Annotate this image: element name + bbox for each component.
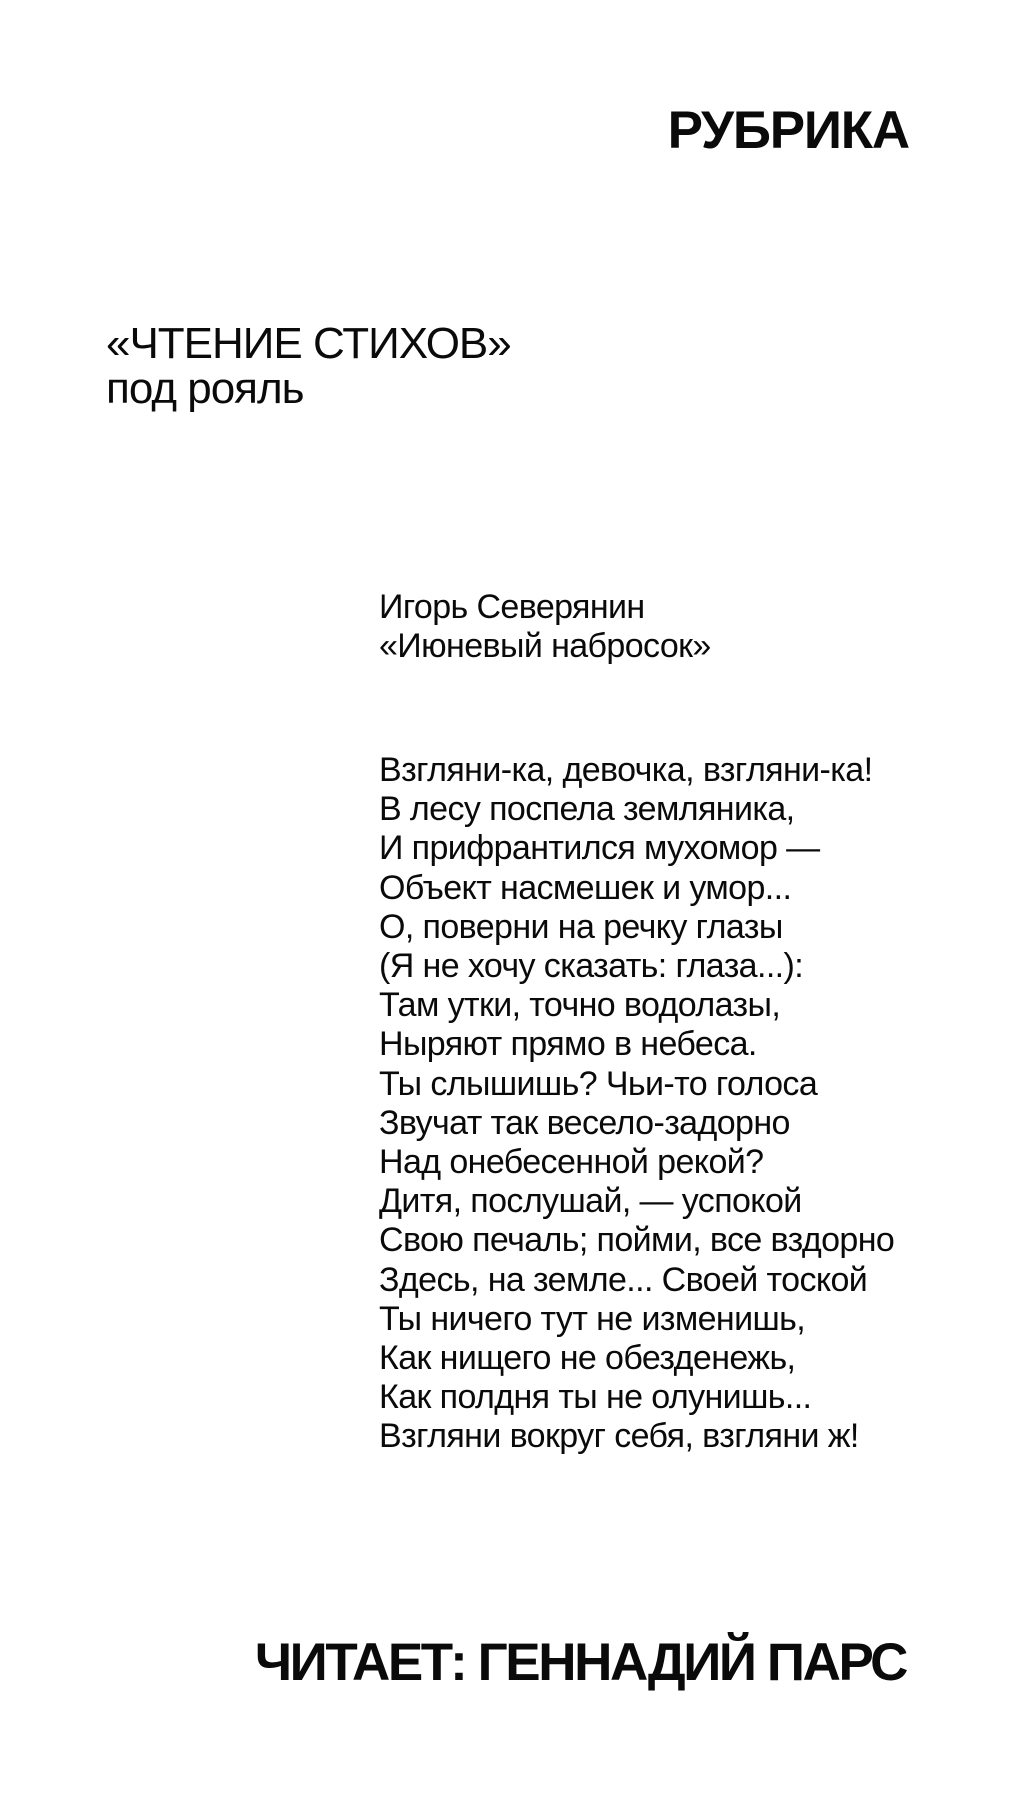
poem-line: Над онебесенной рекой? [379,1143,764,1182]
section-title [106,321,511,411]
poem-line: О, поверни на речку глазы [379,907,783,946]
poem-line: Как нищего не обезденежь, [379,1339,796,1378]
section-title-main: «ЧТЕНИЕ СТИХОВ» [106,319,511,368]
poem-line: Ты ничего тут не изменишь, [379,1299,806,1338]
poem-line: Здесь, на земле... Своей тоской [379,1260,868,1299]
section-title-sub: под рояль [106,364,304,413]
poem-title: «Июневый набросок» [379,627,711,665]
poem-line: (Я не хочу сказать: глаза...): [379,947,804,986]
poem-line: Ныряют прямо в небеса. [379,1025,757,1064]
reader-credit: ЧИТАЕТ: ГЕННАДИЙ ПАРС [254,1633,906,1692]
poem-author: Игорь Северянин [379,588,645,626]
work-info [379,588,711,666]
poem-line: Свою печаль; пойми, все вздорно [379,1221,895,1260]
poem-text [379,751,894,1457]
rubric-label: РУБРИКА [667,101,909,160]
poem-line: Объект насмешек и умор... [379,868,792,907]
poem-line: И прифрантился мухомор — [379,829,820,868]
poem-line: Дитя, послушай, — успокой [379,1182,802,1221]
poem-line: Взгляни вокруг себя, взгляни ж! [379,1417,859,1456]
poem-line: Взгляни-ка, девочка, взгляни-ка! [379,751,873,789]
poem-line: Звучат так весело-задорно [379,1103,790,1142]
poem-line: Там утки, точно водолазы, [379,986,781,1025]
poem-line: Как полдня ты не олунишь... [379,1378,812,1417]
poem-line: Ты слышишь? Чьи-то голоса [379,1064,818,1103]
poem-line: В лесу поспела земляника, [379,790,795,829]
